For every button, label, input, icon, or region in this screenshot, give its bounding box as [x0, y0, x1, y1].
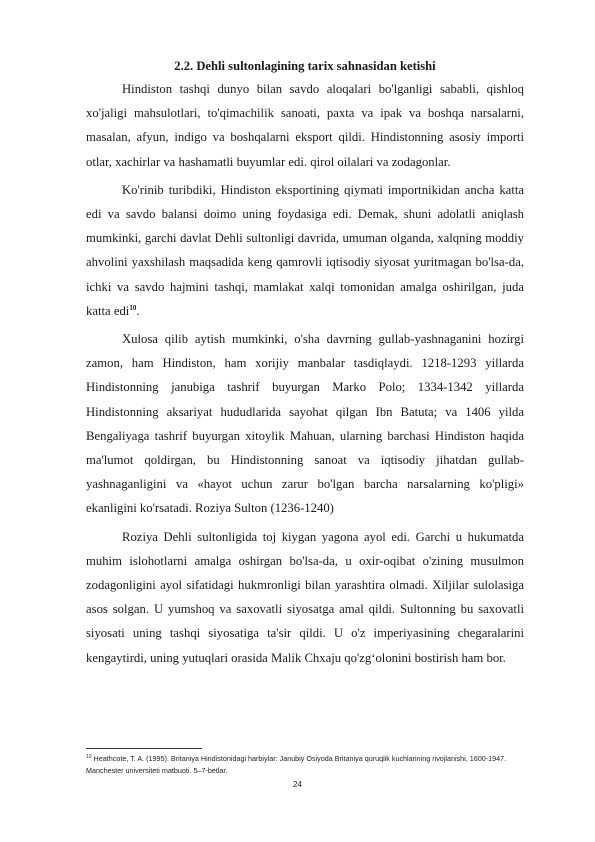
paragraph-text: Hindiston tashqi dunyo bilan savdo aloqalari bo'lganligi sababli, qishloq xo'jaligi mahsulotlari, to'qimachilik sanoati, paxta va ipak va boshqa narsalarni, masalan, afyun, indigo va boshqalarni eksport qildi. Hindistonning asosiy importi otlar, xachirlar va hashamatli buyumlar edi. qirol oilalari va zodagonlar.: [86, 82, 524, 169]
footnote: [86, 753, 526, 777]
paragraph-text-end: .: [136, 303, 140, 318]
paragraph: [86, 178, 524, 323]
footnote-divider: [86, 748, 202, 749]
footnote-reference[interactable]: 10: [129, 303, 137, 312]
paragraph-text: Roziya Dehli sultonligida toj kiygan yagona ayol edi. Garchi u hukumatda muhim islohotlarni amalga oshirgan bo'lsa-da, u oxir-oqibat o'zining musulmon zodagonligini ayol sifatidagi hukmronligi bilan yarashtira olmadi. Xiljilar sulolasiga asos solgan. U yumshoq va saxovatli siyosatga amal qildi. Sultonning bu saxovatli siyosati uning tashqi siyosatiga ta'sir qildi. U o'z imperiyasining chegaralarini kengaytirdi, uning yutuqlari orasida Malik Chxaju qo'zg‘olonini bostirish ham bor.: [86, 529, 524, 665]
page-number: 24: [293, 780, 302, 789]
section-heading: 2.2. Dehli sultonlagining tarix sahnasidan ketishi: [174, 59, 436, 73]
footnote-text: Heathcote, T. A. (1995). Britaniya Hindistonidagi harbiylar: Janubiy Osiyoda Britaniya quruqlik kuchlarining rivojlanishi, 1600-1947. Manchester universiteti matbuoti. 5–7-betlar.: [86, 754, 507, 775]
paragraph: [86, 525, 524, 670]
paragraph-text: Ko'rinib turibdiki, Hindiston eksportining qiymati importnikidan ancha katta edi va savdo balansi doimo uning foydasiga edi. Demak, shuni adolatli aniqlash mumkinki, garchi davlat Dehli sultonligi davrida, umuman olganda, xalqning moddiy ahvolini yaxshilash maqsadida keng qamrovli iqtisodiy siyosat yuritmagan bo'lsa-da, ichki va savdo hajmini tashqi, mamlakat xalqi tomonidan amalga oshirilgan, juda katta edi: [86, 182, 524, 318]
body-text: [86, 77, 524, 674]
paragraph: [86, 327, 524, 521]
paragraph: [86, 77, 524, 174]
paragraph-text: Xulosa qilib aytish mumkinki, o'sha davrning gullab-yashnaganini hozirgi zamon, ham Hindiston, ham xorijiy manbalar tasdiqlaydi. 1218-1293 yillarda Hindistonning janubiga tashrif buyurgan Marko Polo; 1334-1342 yillarda Hindistonning aksariyat hududlarida sayohat qilgan Ibn Batuta; va 1406 yilda Bengaliyaga tashrif buyurgan xitoylik Mahuan, ularning barchasi Hindiston haqida ma'lumot qoldirgan, bu Hindistonning sanoat va iqtisodiy jihatdan gullab-yashnaganligini va «hayot uchun zarur bo'lgan barcha narsalarning ko'pligi» ekanligini ko'rsatadi. Roziya Sulton (1236-1240): [86, 332, 524, 516]
footnote-number: 10: [86, 754, 92, 760]
